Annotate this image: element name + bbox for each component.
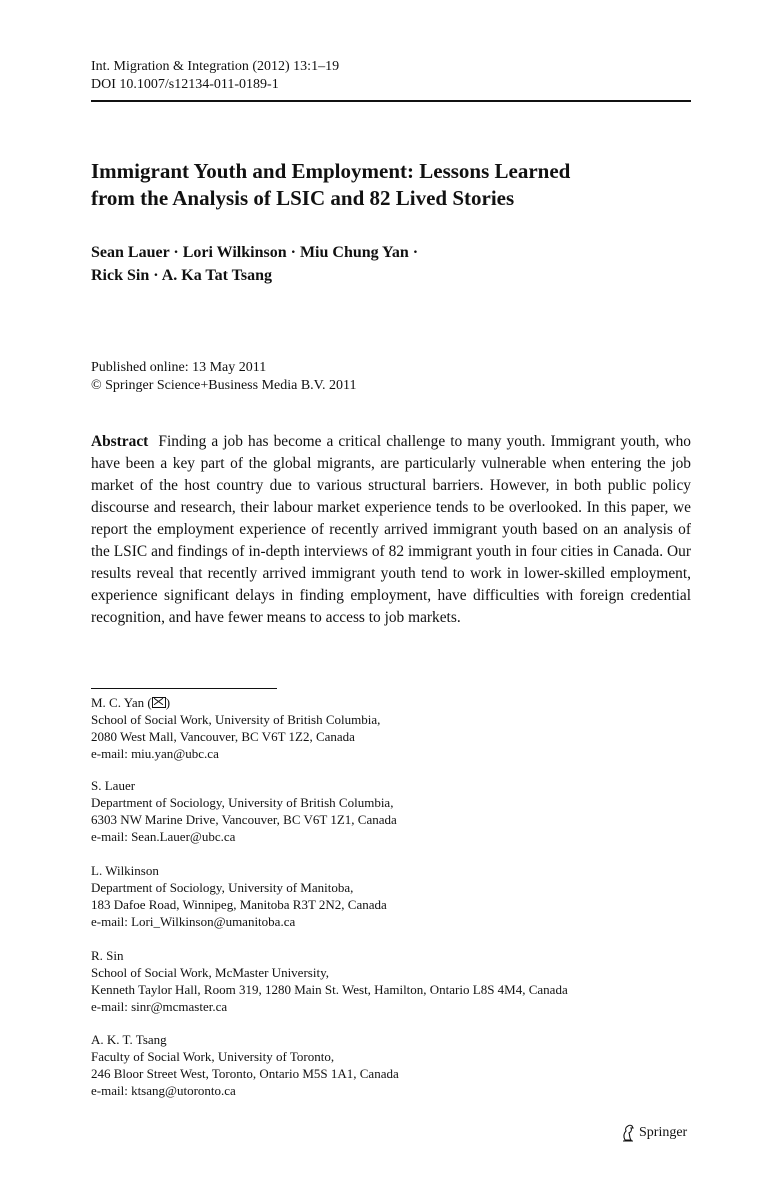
affiliation-yan: M. C. Yan ( ) School of Social Work, University of British Columbia, 2080 West Mall, Vancouver, BC V6T 1Z2, Canada e-mail: miu.yan@ubc.ca — [91, 694, 691, 762]
affiliation-name: L. Wilkinson — [91, 863, 159, 878]
journal-info — [91, 58, 339, 94]
affiliation-line: School of Social Work, McMaster University, — [91, 965, 329, 980]
author-line-2: Rick Sin · A. Ka Tat Tsang — [91, 267, 272, 284]
abstract — [91, 431, 691, 629]
affiliation-line: 6303 NW Marine Drive, Vancouver, BC V6T 1Z1, Canada — [91, 812, 397, 827]
envelope-icon — [152, 697, 166, 708]
affiliation-email[interactable]: e-mail: miu.yan@ubc.ca — [91, 746, 219, 761]
affiliation-line: Department of Sociology, University of Manitoba, — [91, 880, 354, 895]
affiliation-email[interactable]: e-mail: sinr@mcmaster.ca — [91, 999, 228, 1014]
copyright-notice: © Springer Science+Business Media B.V. 2011 — [91, 378, 357, 393]
journal-doi: DOI 10.1007/s12134-011-0189-1 — [91, 77, 279, 92]
abstract-label: Abstract — [91, 433, 149, 450]
publisher-logo — [620, 1124, 687, 1142]
affiliation-line: 246 Bloor Street West, Toronto, Ontario M5S 1A1, Canada — [91, 1066, 399, 1081]
author-line-1: Sean Lauer · Lori Wilkinson · Miu Chung Yan · — [91, 244, 419, 261]
footnote-rule — [91, 688, 277, 689]
springer-horse-icon — [620, 1124, 636, 1142]
affiliation-email[interactable]: e-mail: Sean.Lauer@ubc.ca — [91, 829, 236, 844]
affiliation-tsang — [91, 1031, 691, 1099]
affiliation-name: M. C. Yan — [91, 695, 145, 710]
affiliation-sin — [91, 947, 691, 1015]
affiliation-line: School of Social Work, University of British Columbia, — [91, 712, 381, 727]
journal-citation: Int. Migration & Integration (2012) 13:1–19 — [91, 59, 340, 74]
affiliation-line: Kenneth Taylor Hall, Room 319, 1280 Main St. West, Hamilton, Ontario L8S 4M4, Canada — [91, 982, 568, 997]
abstract-text: Finding a job has become a critical challenge to many youth. Immigrant youth, who have been a key part of the global migrants, are particularly vulnerable when entering the job market of the host country due to various structural barriers. However, in both public policy discourse and research, their labour market experience tends to be overlooked. In this paper, we report the employment experience of recently arrived immigrant youth based on an analysis of the LSIC and findings of in-depth interviews of 82 immigrant youth in four cities in Canada. Our results reveal that recently arrived immigrant youth tend to work in lower-skilled employment, experience significant delays in finding employment, have difficulties with foreign credential recognition, and have fewer means to access to job markets. — [91, 433, 691, 626]
publication-info — [91, 359, 356, 395]
affiliation-email[interactable]: e-mail: Lori_Wilkinson@umanitoba.ca — [91, 914, 296, 929]
affiliation-line: Faculty of Social Work, University of Toronto, — [91, 1049, 335, 1064]
affiliation-name: A. K. T. Tsang — [91, 1032, 167, 1047]
affiliation-lauer — [91, 777, 691, 845]
publisher-name: Springer — [639, 1125, 688, 1140]
affiliation-line: Department of Sociology, University of British Columbia, — [91, 795, 394, 810]
paper-title-line-1: Immigrant Youth and Employment: Lessons Learned — [91, 159, 571, 183]
affiliation-name: S. Lauer — [91, 778, 136, 793]
paper-title-line-2: from the Analysis of LSIC and 82 Lived Stories — [91, 186, 515, 210]
published-date: Published online: 13 May 2011 — [91, 360, 267, 375]
author-list — [91, 241, 691, 287]
affiliation-email[interactable]: e-mail: ktsang@utoronto.ca — [91, 1083, 236, 1098]
affiliation-name: R. Sin — [91, 948, 124, 963]
affiliation-line: 2080 West Mall, Vancouver, BC V6T 1Z2, Canada — [91, 729, 355, 744]
affiliation-line: 183 Dafoe Road, Winnipeg, Manitoba R3T 2N2, Canada — [91, 897, 387, 912]
paper-title — [91, 158, 701, 212]
header-rule — [91, 100, 691, 102]
affiliation-wilkinson — [91, 862, 691, 930]
